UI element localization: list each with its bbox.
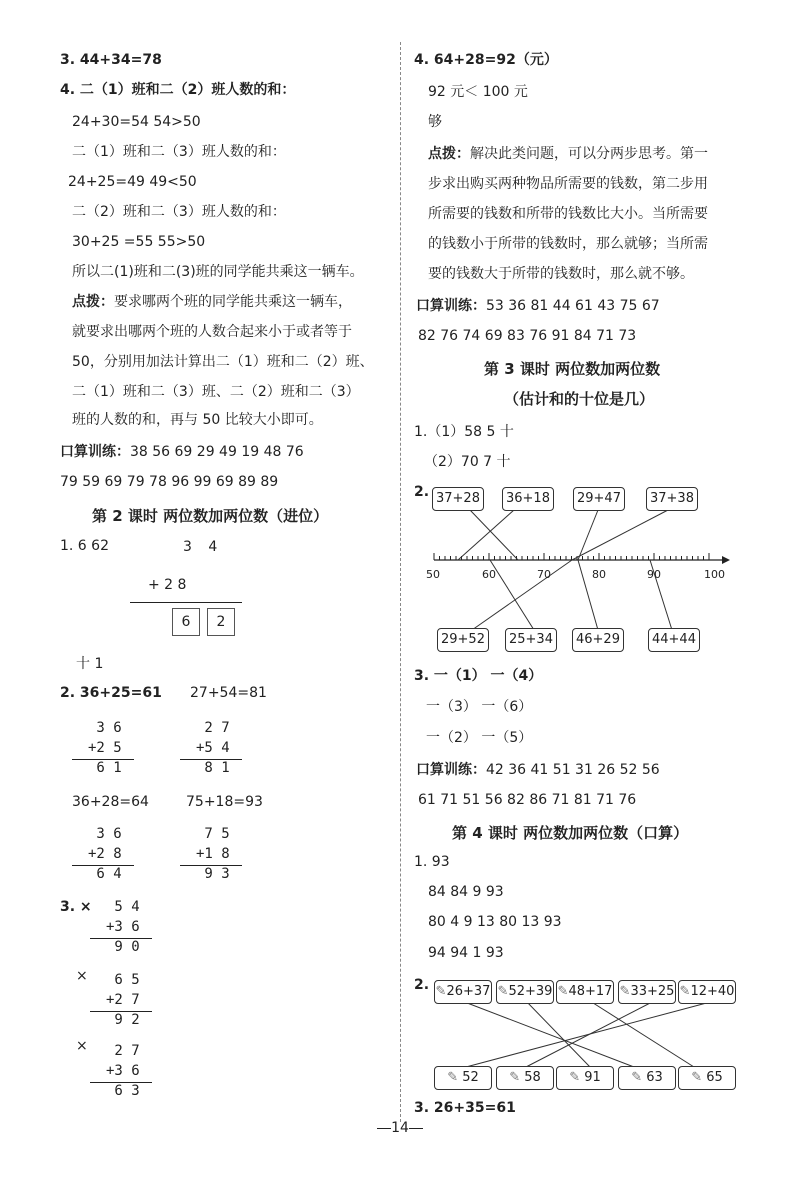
tag-text: 91 <box>584 1070 601 1085</box>
s4-q1: 1. 93 <box>414 854 450 870</box>
match-bottom-tag <box>496 1066 554 1090</box>
match-line <box>466 1001 714 1067</box>
s4-q1-line2: 84 84 9 93 <box>428 884 504 900</box>
pencil-icon: ✎ <box>691 1070 707 1085</box>
match-line <box>578 510 598 560</box>
s4-q1-line3: 80 4 9 13 80 13 93 <box>428 914 562 930</box>
tag-text: 58 <box>524 1070 541 1085</box>
s3-q3-line3: 一（2） 一（5） <box>426 730 533 746</box>
oral-label: 口算训练： <box>416 298 486 314</box>
match-line <box>490 560 534 630</box>
nl-top-box: 37+28 <box>432 487 484 511</box>
oral-label: 口算训练： <box>60 444 130 460</box>
vd-row: 8 1 <box>196 760 230 776</box>
tag-text: 12+40 <box>690 984 735 999</box>
vd-row: +2 5 <box>88 740 122 756</box>
q3-cross-3: × <box>76 1038 88 1054</box>
oral-answers: 42 36 41 51 31 26 52 56 <box>486 762 660 778</box>
vd-row: 2 7 <box>106 1043 140 1059</box>
tag-text: 48+17 <box>568 984 613 999</box>
nl-tick-label: 100 <box>704 568 725 581</box>
q1-answer: 1. 6 62 <box>60 538 109 554</box>
nl-bottom-box: 25+34 <box>505 628 557 652</box>
vd-row: +3 6 <box>106 1063 140 1079</box>
vd-row: 9 0 <box>106 939 140 955</box>
oral-answers-2: 61 71 51 56 82 86 71 81 71 76 <box>418 792 637 808</box>
number-line-arrow <box>722 556 730 564</box>
tip-line: 的钱数小于所带的钱数时，那么就够；当所需 <box>428 236 708 252</box>
tip-line: 要的钱数大于所带的钱数时，那么就不够。 <box>428 266 694 282</box>
s3-q3-line1: 3. 一（1） 一（4） <box>414 668 543 684</box>
oral-answers-2: 79 59 69 79 78 96 99 69 89 89 <box>60 474 279 490</box>
match-bottom-tag <box>678 1066 736 1090</box>
r-answer-4: 4. 64+28=92（元） <box>414 52 558 68</box>
nl-tick-label: 60 <box>482 568 496 581</box>
nl-bottom-box: 46+29 <box>572 628 624 652</box>
s3-q2-label: 2. <box>414 484 430 500</box>
number-line-ticks <box>434 553 709 560</box>
s4-q2-label: 2. <box>414 977 430 993</box>
match-top-tag <box>496 980 554 1004</box>
vd-row: 6 1 <box>88 760 122 776</box>
pencil-icon: ✎ <box>619 984 631 999</box>
pencil-icon: ✎ <box>557 984 569 999</box>
pencil-icon: ✎ <box>497 984 509 999</box>
tip-line: 二（1）班和二（3）班、二（2）班和二（3） <box>72 384 360 400</box>
tag-text: 65 <box>706 1070 723 1085</box>
vd-row: +2 7 <box>106 992 140 1008</box>
answer-4-line4: 24+25=49 49<50 <box>68 174 197 190</box>
match-bottom-tag <box>556 1066 614 1090</box>
vd-row: 2 7 <box>196 720 230 736</box>
match-top-tag <box>618 980 676 1004</box>
oral-answers: 38 56 69 29 49 19 48 76 <box>130 444 304 460</box>
tip-label: 点拨： <box>72 294 114 310</box>
nl-bottom-box: 44+44 <box>648 628 700 652</box>
q2-eq3: 36+28=64 <box>72 794 149 810</box>
vd-row: +2 8 <box>88 846 122 862</box>
answer-4-line1: 4. 二（1）班和二（2）班人数的和： <box>60 82 296 98</box>
nl-top-box: 37+38 <box>646 487 698 511</box>
answer-4-line2: 24+30=54 54>50 <box>72 114 201 130</box>
s3-q3-line2: 一（3） 一（6） <box>426 699 533 715</box>
tag-text: 26+37 <box>446 984 491 999</box>
pencil-icon: ✎ <box>569 1070 585 1085</box>
match-line <box>470 510 518 560</box>
vd-row: 3 6 <box>88 826 122 842</box>
answer-4-line3: 二（1）班和二（3）班人数的和： <box>72 144 286 160</box>
oral-answers-2: 82 76 74 69 83 76 91 84 71 73 <box>418 328 637 344</box>
answer-3: 3. 44+34=78 <box>60 52 162 68</box>
vd-row: +3 6 <box>106 919 140 935</box>
tip-line: 就要求出哪两个班的人数合起来小于或者等于 <box>72 324 352 340</box>
q2-eq1: 2. 36+25=61 <box>60 685 162 701</box>
tip-label: 点拨： <box>428 146 470 162</box>
vd-row: 7 5 <box>196 826 230 842</box>
r-oral-2 <box>416 760 660 780</box>
pencil-icon: ✎ <box>447 1070 463 1085</box>
tip-line: 50，分别用加法计算出二（1）班和二（2）班、 <box>72 354 374 370</box>
tip-line: 班的人数的和，再与 50 比较大小即可。 <box>72 412 323 428</box>
q1-place-value: 十 1 <box>76 656 104 672</box>
match-bottom-tag <box>618 1066 676 1090</box>
vd-row: 6 3 <box>106 1083 140 1099</box>
vd-row: 6 4 <box>88 866 122 882</box>
answer-4-line5: 二（2）班和二（3）班人数的和： <box>72 204 286 220</box>
tip-line: 要求哪两个班的同学能共乘这一辆车， <box>114 294 352 310</box>
nl-top-box: 29+47 <box>573 487 625 511</box>
match-top-tag <box>556 980 614 1004</box>
match-top-tag <box>678 980 736 1004</box>
tag-text: 63 <box>646 1070 663 1085</box>
vd-row: 6 5 <box>106 972 140 988</box>
tip-line: 所需要的钱数和所带的钱数比大小。当所需要 <box>428 206 708 222</box>
tag-text: 52 <box>462 1070 479 1085</box>
nl-tick-label: 70 <box>537 568 551 581</box>
word-match-lines <box>462 1001 714 1067</box>
nl-top-box: 36+18 <box>502 487 554 511</box>
vd-row: 5 4 <box>106 899 140 915</box>
q1-top-digits: 3 4 <box>183 539 218 555</box>
pencil-icon: ✎ <box>435 984 447 999</box>
q2-eq4: 75+18=93 <box>186 794 263 810</box>
match-bottom-tag <box>434 1066 492 1090</box>
r-enough: 够 <box>428 114 442 130</box>
section-3-subtitle: （估计和的十位是几） <box>504 390 655 408</box>
q1-result-tens: 6 <box>172 608 200 636</box>
match-line <box>526 1001 590 1067</box>
vd-row: 3 6 <box>88 720 122 736</box>
q3-label: 3. × <box>60 899 92 915</box>
section-2-title: 第 2 课时 两位数加两位数（进位） <box>92 507 329 525</box>
vd-row: 9 3 <box>196 866 230 882</box>
pencil-icon: ✎ <box>509 1070 525 1085</box>
tip-line: 解决此类问题，可以分两步思考。第一 <box>470 146 708 162</box>
q2-eq2: 27+54=81 <box>190 685 267 701</box>
answer-4-conclusion: 所以二(1)班和二(3)班的同学能共乘这一辆车。 <box>72 264 364 280</box>
match-line <box>462 1001 634 1067</box>
nl-tick-label: 80 <box>592 568 606 581</box>
section-4-title: 第 4 课时 两位数加两位数（口算） <box>452 824 689 842</box>
tag-text: 52+39 <box>508 984 553 999</box>
q3-cross-2: × <box>76 968 88 984</box>
pencil-icon: ✎ <box>631 1070 647 1085</box>
page-number-text: 14 <box>391 1120 409 1136</box>
nl-tick-label: 50 <box>426 568 440 581</box>
tag-text: 33+25 <box>630 984 675 999</box>
page-dash <box>409 1128 423 1129</box>
s4-q3: 3. 26+35=61 <box>414 1100 516 1116</box>
nl-bottom-box: 29+52 <box>437 628 489 652</box>
pencil-icon: ✎ <box>679 984 691 999</box>
page-number <box>372 1118 428 1138</box>
s3-q1a: 1.（1）58 5 十 <box>414 424 514 440</box>
nl-tick-label: 90 <box>647 568 661 581</box>
tip-line: 步求出购买两种物品所需要的钱数，第二步用 <box>428 176 708 192</box>
answer-4-line6: 30+25 =55 55>50 <box>72 234 206 250</box>
q1-result-ones: 2 <box>207 608 235 636</box>
q1-addend: + 2 8 <box>148 577 187 593</box>
match-top-tag <box>434 980 492 1004</box>
vd-row: +1 8 <box>196 846 230 862</box>
match-line <box>458 510 514 560</box>
match-line <box>572 510 668 560</box>
page-dash <box>377 1128 391 1129</box>
oral-answers: 53 36 81 44 61 43 75 67 <box>486 298 660 314</box>
r-compare: 92 元＜ 100 元 <box>428 84 528 100</box>
section-3-title: 第 3 课时 两位数加两位数 <box>484 360 661 378</box>
s4-q1-line4: 94 94 1 93 <box>428 945 504 961</box>
s3-q1b: （2）70 7 十 <box>424 454 511 470</box>
vd-row: +5 4 <box>196 740 230 756</box>
vd-row: 9 2 <box>106 1012 140 1028</box>
oral-label: 口算训练： <box>416 762 486 778</box>
